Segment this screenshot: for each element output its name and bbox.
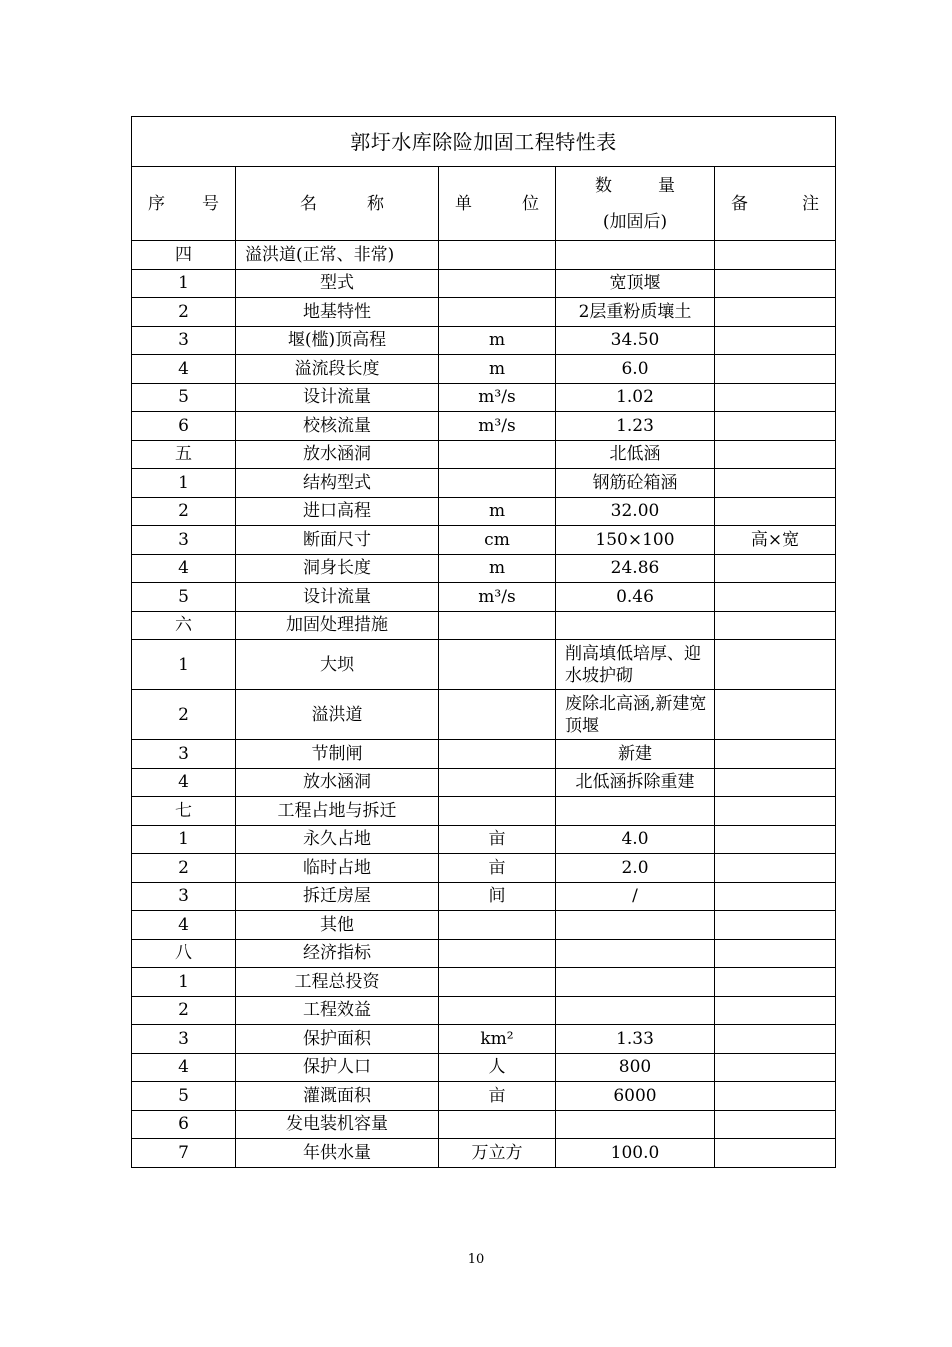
row-unit: m³/s: [439, 383, 556, 412]
row-remark: [715, 1110, 836, 1139]
table-row: [132, 640, 836, 690]
row-name: 保护人口: [236, 1053, 439, 1082]
row-unit: [439, 298, 556, 327]
row-remark: [715, 968, 836, 997]
row-name: 堰(槛)顶高程: [236, 326, 439, 355]
row-number: 6: [132, 412, 236, 441]
table-row: [132, 797, 836, 826]
header-remark: 备 注: [715, 167, 836, 241]
row-quantity: [556, 241, 715, 270]
row-remark: [715, 1025, 836, 1054]
table-row: [132, 740, 836, 769]
row-quantity: 32.00: [556, 497, 715, 526]
row-name: 临时占地: [236, 854, 439, 883]
row-name: 溢洪道(正常、非常): [236, 241, 439, 270]
row-quantity: 北低涵: [556, 440, 715, 469]
header-name: 名 称: [236, 167, 439, 241]
row-number: 六: [132, 611, 236, 640]
table-row: [132, 355, 836, 384]
row-unit: 万立方: [439, 1139, 556, 1168]
row-quantity: [556, 968, 715, 997]
row-number: 2: [132, 996, 236, 1025]
row-number: 4: [132, 768, 236, 797]
table-row: [132, 1082, 836, 1111]
row-number: 3: [132, 326, 236, 355]
row-number: 3: [132, 740, 236, 769]
row-unit: [439, 440, 556, 469]
row-quantity: 150×100: [556, 526, 715, 555]
row-remark: [715, 440, 836, 469]
row-unit: [439, 939, 556, 968]
table-row: [132, 911, 836, 940]
row-name: 地基特性: [236, 298, 439, 327]
row-number: 八: [132, 939, 236, 968]
row-quantity: 新建: [556, 740, 715, 769]
row-name: 型式: [236, 269, 439, 298]
row-remark: [715, 996, 836, 1025]
row-number: 2: [132, 854, 236, 883]
row-quantity: 废除北高涵,新建宽顶堰: [556, 690, 715, 740]
table-row: [132, 968, 836, 997]
row-quantity: [556, 611, 715, 640]
table-row: [132, 526, 836, 555]
row-number: 2: [132, 298, 236, 327]
row-number: 6: [132, 1110, 236, 1139]
table-row: [132, 690, 836, 740]
row-quantity: [556, 1110, 715, 1139]
row-name: 工程效益: [236, 996, 439, 1025]
table-row: [132, 554, 836, 583]
row-name: 放水涵洞: [236, 440, 439, 469]
row-number: 5: [132, 1082, 236, 1111]
row-number: 七: [132, 797, 236, 826]
row-remark: [715, 882, 836, 911]
row-name: 发电装机容量: [236, 1110, 439, 1139]
table-row: [132, 469, 836, 498]
table-title: 郭圩水库除险加固工程特性表: [132, 117, 836, 167]
header-quantity: 数 量 (加固后): [556, 167, 715, 241]
row-name: 溢洪道: [236, 690, 439, 740]
row-unit: [439, 640, 556, 690]
row-number: 1: [132, 968, 236, 997]
row-unit: [439, 797, 556, 826]
row-name: 设计流量: [236, 583, 439, 612]
row-quantity: [556, 797, 715, 826]
row-quantity: /: [556, 882, 715, 911]
row-unit: 亩: [439, 825, 556, 854]
row-remark: [715, 854, 836, 883]
row-unit: m³/s: [439, 583, 556, 612]
table-row: [132, 298, 836, 327]
row-name: 洞身长度: [236, 554, 439, 583]
row-unit: m: [439, 326, 556, 355]
row-remark: [715, 1139, 836, 1168]
row-name: 其他: [236, 911, 439, 940]
row-name: 进口高程: [236, 497, 439, 526]
row-number: 7: [132, 1139, 236, 1168]
row-remark: [715, 1082, 836, 1111]
row-name: 保护面积: [236, 1025, 439, 1054]
row-number: 5: [132, 583, 236, 612]
row-number: 3: [132, 526, 236, 555]
row-number: 1: [132, 640, 236, 690]
row-quantity: 24.86: [556, 554, 715, 583]
row-name: 灌溉面积: [236, 1082, 439, 1111]
row-unit: [439, 768, 556, 797]
row-unit: [439, 740, 556, 769]
row-remark: [715, 269, 836, 298]
row-unit: m: [439, 355, 556, 384]
row-name: 工程总投资: [236, 968, 439, 997]
row-quantity: [556, 996, 715, 1025]
row-quantity: 34.50: [556, 326, 715, 355]
row-number: 四: [132, 241, 236, 270]
row-quantity: 1.02: [556, 383, 715, 412]
row-quantity: 100.0: [556, 1139, 715, 1168]
table-row: [132, 1139, 836, 1168]
row-remark: [715, 326, 836, 355]
row-name: 加固处理措施: [236, 611, 439, 640]
row-unit: 亩: [439, 854, 556, 883]
page-number: 10: [467, 1252, 485, 1267]
row-quantity: 削高填低培厚、迎水坡护砌: [556, 640, 715, 690]
row-unit: 间: [439, 882, 556, 911]
row-unit: cm: [439, 526, 556, 555]
row-unit: [439, 611, 556, 640]
row-quantity: 6000: [556, 1082, 715, 1111]
row-remark: [715, 1053, 836, 1082]
row-remark: [715, 740, 836, 769]
table-row: [132, 854, 836, 883]
row-unit: [439, 911, 556, 940]
row-name: 结构型式: [236, 469, 439, 498]
row-unit: [439, 690, 556, 740]
row-name: 节制闸: [236, 740, 439, 769]
row-number: 4: [132, 355, 236, 384]
row-remark: [715, 497, 836, 526]
row-number: 3: [132, 882, 236, 911]
table-row: [132, 440, 836, 469]
row-name: 工程占地与拆迁: [236, 797, 439, 826]
row-quantity: 钢筋砼箱涵: [556, 469, 715, 498]
row-number: 4: [132, 1053, 236, 1082]
row-unit: 人: [439, 1053, 556, 1082]
row-quantity: 1.23: [556, 412, 715, 441]
row-name: 放水涵洞: [236, 768, 439, 797]
characteristics-table: [131, 116, 836, 1168]
row-number: 1: [132, 825, 236, 854]
table-row: [132, 497, 836, 526]
row-quantity: 6.0: [556, 355, 715, 384]
table-row: [132, 882, 836, 911]
table-body: [132, 241, 836, 1168]
header-unit: 单 位: [439, 167, 556, 241]
row-name: 拆迁房屋: [236, 882, 439, 911]
row-number: 2: [132, 690, 236, 740]
row-quantity: [556, 939, 715, 968]
table-row: [132, 1110, 836, 1139]
table-row: [132, 825, 836, 854]
row-unit: [439, 968, 556, 997]
row-quantity: 800: [556, 1053, 715, 1082]
row-name: 大坝: [236, 640, 439, 690]
row-number: 3: [132, 1025, 236, 1054]
table-row: [132, 383, 836, 412]
table-row: [132, 583, 836, 612]
row-name: 年供水量: [236, 1139, 439, 1168]
row-number: 1: [132, 469, 236, 498]
row-remark: [715, 911, 836, 940]
row-unit: km²: [439, 1025, 556, 1054]
row-remark: [715, 298, 836, 327]
row-unit: [439, 241, 556, 270]
row-remark: [715, 583, 836, 612]
row-quantity: 北低涵拆除重建: [556, 768, 715, 797]
table-row: [132, 412, 836, 441]
row-remark: [715, 797, 836, 826]
table-row: [132, 269, 836, 298]
row-unit: m³/s: [439, 412, 556, 441]
row-name: 校核流量: [236, 412, 439, 441]
row-quantity: 1.33: [556, 1025, 715, 1054]
row-number: 5: [132, 383, 236, 412]
row-remark: [715, 554, 836, 583]
row-name: 溢流段长度: [236, 355, 439, 384]
table-row: [132, 939, 836, 968]
row-unit: [439, 996, 556, 1025]
table-row: [132, 241, 836, 270]
table-row: [132, 1025, 836, 1054]
row-name: 设计流量: [236, 383, 439, 412]
row-quantity: 2层重粉质壤土: [556, 298, 715, 327]
header-no: 序 号: [132, 167, 236, 241]
row-quantity: 4.0: [556, 825, 715, 854]
row-name: 断面尺寸: [236, 526, 439, 555]
row-name: 经济指标: [236, 939, 439, 968]
row-quantity: 宽顶堰: [556, 269, 715, 298]
row-remark: [715, 825, 836, 854]
row-remark: [715, 469, 836, 498]
table-row: [132, 611, 836, 640]
row-unit: [439, 269, 556, 298]
row-unit: [439, 1110, 556, 1139]
row-remark: [715, 383, 836, 412]
row-remark: [715, 412, 836, 441]
row-unit: 亩: [439, 1082, 556, 1111]
table-row: [132, 326, 836, 355]
row-unit: m: [439, 497, 556, 526]
table-row: [132, 768, 836, 797]
row-remark: [715, 939, 836, 968]
row-unit: [439, 469, 556, 498]
row-quantity: [556, 911, 715, 940]
row-unit: m: [439, 554, 556, 583]
row-remark: [715, 768, 836, 797]
row-remark: [715, 690, 836, 740]
row-quantity: 2.0: [556, 854, 715, 883]
row-remark: [715, 640, 836, 690]
row-number: 4: [132, 554, 236, 583]
row-number: 4: [132, 911, 236, 940]
row-remark: [715, 355, 836, 384]
table-row: [132, 1053, 836, 1082]
row-number: 1: [132, 269, 236, 298]
row-remark: [715, 241, 836, 270]
table-row: [132, 996, 836, 1025]
row-number: 五: [132, 440, 236, 469]
row-remark: [715, 611, 836, 640]
row-quantity: 0.46: [556, 583, 715, 612]
row-number: 2: [132, 497, 236, 526]
row-name: 永久占地: [236, 825, 439, 854]
row-remark: 高×宽: [715, 526, 836, 555]
